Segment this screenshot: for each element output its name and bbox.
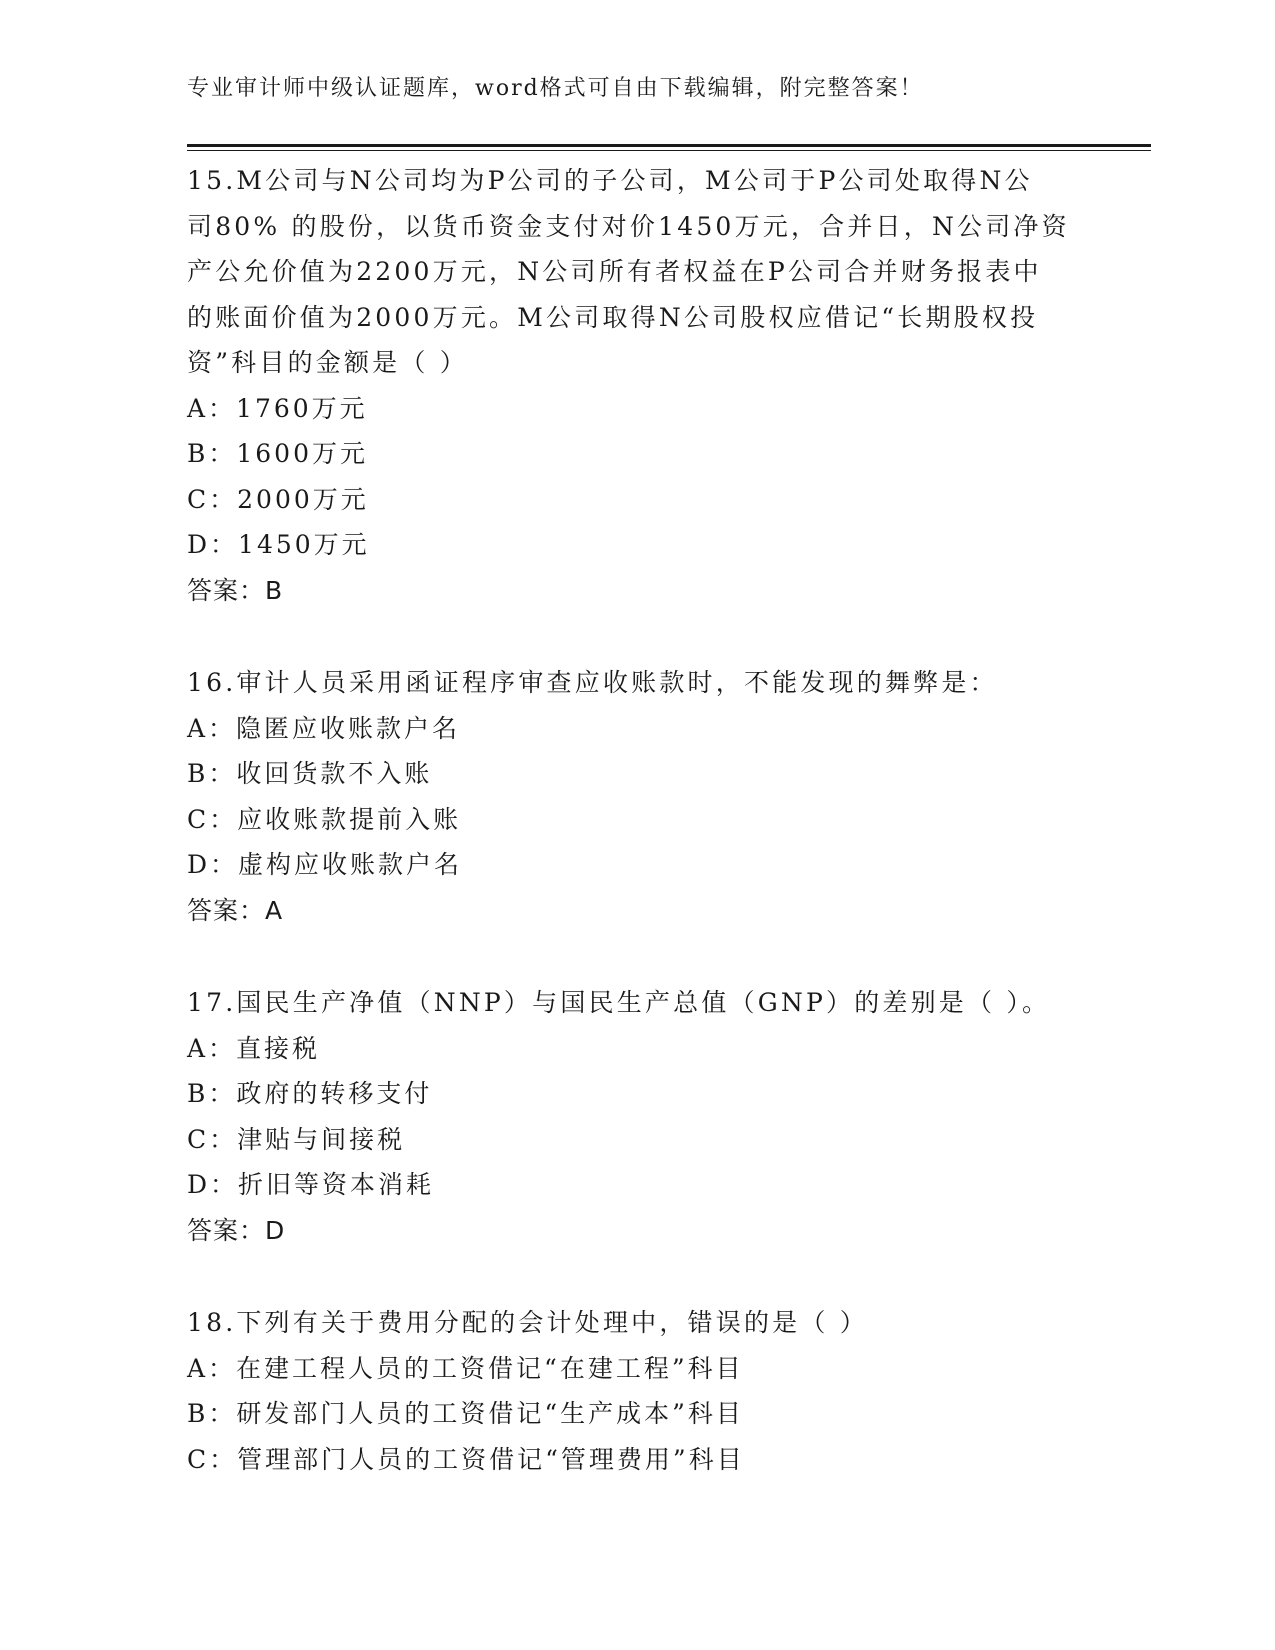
- question-18: [187, 1300, 1087, 1482]
- question-stem-line: 15.M公司与N公司均为P公司的子公司，M公司于P公司处取得N公: [187, 166, 1033, 195]
- option-d: D：折旧等资本消耗: [187, 1170, 435, 1199]
- question-stem-line: 17.国民生产净值（NNP）与国民生产总值（GNP）的差别是（ ）。: [187, 988, 1051, 1017]
- option-b: B：1600万元: [187, 439, 368, 468]
- question-stem-line: 的账面价值为2000万元。M公司取得N公司股权应借记“长期股权投: [187, 302, 1039, 332]
- header-divider: [187, 144, 1151, 147]
- answer-key: 答案：A: [187, 895, 284, 925]
- question-stem-line: 司80% 的股份，以货币资金支付对价1450万元，合并日，N公司净资: [187, 211, 1070, 241]
- page-header: 专业审计师中级认证题库，word格式可自由下载编辑，附完整答案！: [187, 76, 924, 101]
- option-c: C：津贴与间接税: [187, 1124, 406, 1154]
- question-15: [187, 158, 1087, 613]
- question-stem-line: 18.下列有关于费用分配的会计处理中，错误的是（ ）: [187, 1308, 868, 1337]
- option-a: A：直接税: [187, 1033, 321, 1063]
- option-c: C：2000万元: [187, 484, 369, 514]
- option-c: C：应收账款提前入账: [187, 804, 462, 834]
- option-c: C：管理部门人员的工资借记“管理费用”科目: [187, 1444, 745, 1474]
- question-stem-line: 资”科目的金额是（ ）: [187, 348, 468, 377]
- option-a: A：在建工程人员的工资借记“在建工程”科目: [187, 1353, 744, 1383]
- question-stem-line: 产公允价值为2200万元，N公司所有者权益在P公司合并财务报表中: [187, 257, 1042, 286]
- answer-key: 答案：D: [187, 1215, 286, 1245]
- option-a: A：1760万元: [187, 393, 368, 423]
- question-16: [187, 660, 1087, 933]
- header-divider-thin: [187, 150, 1151, 151]
- option-a: A：隐匿应收账款户名: [187, 713, 461, 743]
- option-b: B：收回货款不入账: [187, 759, 433, 788]
- question-stem-line: 16.审计人员采用函证程序审查应收账款时，不能发现的舞弊是：: [187, 668, 998, 697]
- option-b: B：政府的转移支付: [187, 1079, 433, 1108]
- question-17: [187, 980, 1087, 1253]
- option-d: D：1450万元: [187, 530, 370, 559]
- option-b: B：研发部门人员的工资借记“生产成本”科目: [187, 1399, 744, 1428]
- option-d: D：虚构应收账款户名: [187, 850, 463, 879]
- answer-key: 答案：B: [187, 575, 284, 605]
- question-list: [187, 158, 1087, 1529]
